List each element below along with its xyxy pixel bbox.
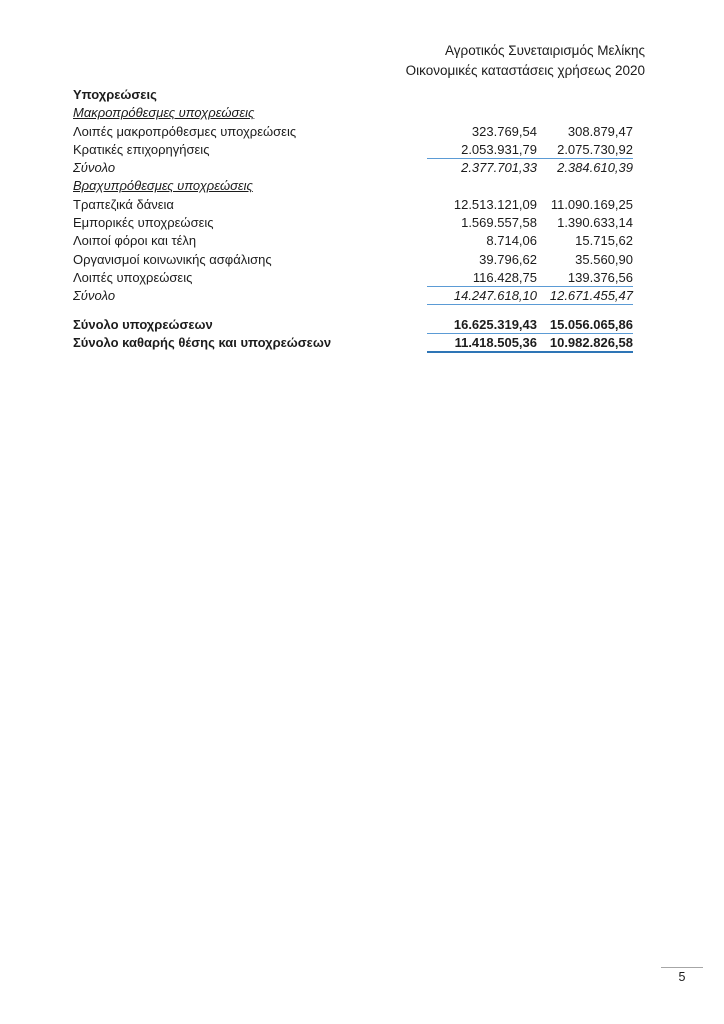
value-2019: 12.671.455,47 (549, 288, 633, 304)
value-2020: 2.377.701,33 (461, 160, 537, 176)
value-2020: 12.513.121,09 (453, 196, 537, 212)
value-2019: 139.376,56 (567, 269, 633, 285)
company-name: Αγροτικός Συνεταιρισμός Μελίκης (445, 43, 645, 58)
value-2020: 39.796,62 (479, 251, 537, 267)
page-footer (661, 967, 703, 984)
row-values (427, 270, 633, 287)
statement-title: Οικονομικές καταστάσεις χρήσεως 2020 (405, 62, 645, 78)
table-row-total-liabilities (73, 317, 633, 335)
value-2020: 11.418.505,36 (454, 334, 537, 350)
row-label: Οργανισμοί κοινωνικής ασφάλισης (73, 251, 272, 267)
table-row (73, 270, 633, 288)
value-2019: 10.982.826,58 (549, 334, 633, 350)
row-values (427, 335, 633, 353)
value-2019: 2.075.730,92 (557, 141, 633, 157)
row-label: Λοιπές υποχρεώσεις (73, 269, 193, 285)
value-2020: 116.428,75 (472, 269, 537, 285)
row-spacer (73, 307, 633, 317)
row-values (427, 288, 633, 305)
row-values (427, 252, 633, 268)
table-row (73, 233, 633, 251)
table-row-total-equity-liabilities (73, 335, 633, 353)
row-label: Υποχρεώσεις (73, 87, 157, 102)
table-row-shortterm-subtotal (73, 288, 633, 306)
row-label: Σύνολο υποχρεώσεων (73, 316, 213, 332)
document-header (406, 41, 645, 80)
page-number: 5 (678, 970, 686, 984)
table-row (73, 197, 633, 215)
liabilities-table (73, 87, 633, 353)
value-2020: 1.569.557,58 (461, 215, 537, 231)
table-row (73, 252, 633, 270)
row-label: Τραπεζικά δάνεια (73, 196, 174, 212)
value-2020: 2.053.931,79 (461, 141, 537, 157)
table-row-longterm-subtotal (73, 160, 633, 178)
value-2019: 308.879,47 (567, 123, 633, 139)
row-values (427, 233, 633, 249)
value-2019: 1.390.633,14 (557, 215, 633, 231)
row-label: Βραχυπρόθεσμες υποχρεώσεις (73, 178, 253, 194)
row-values (427, 317, 633, 334)
row-values (427, 197, 633, 213)
row-label: Σύνολο (73, 160, 116, 176)
table-row (73, 124, 633, 142)
row-label: Λοιποί φόροι και τέλη (73, 233, 197, 249)
table-row-longterm-section (73, 105, 633, 123)
table-row-shortterm-section (73, 178, 633, 196)
row-values (427, 124, 633, 140)
value-2019: 15.715,62 (575, 233, 633, 249)
row-values (427, 142, 633, 159)
row-label: Σύνολο καθαρής θέσης και υποχρεώσεων (73, 334, 332, 350)
row-label: Λοιπές μακροπρόθεσμες υποχρεώσεις (73, 123, 297, 139)
value-2019: 2.384.610,39 (557, 160, 633, 176)
value-2020: 14.247.618,10 (453, 288, 537, 304)
value-2019: 15.056.065,86 (549, 316, 633, 332)
row-label: Μακροπρόθεσμες υποχρεώσεις (73, 105, 255, 121)
value-2019: 11.090.169,25 (550, 196, 633, 212)
row-label: Σύνολο (73, 288, 116, 304)
row-label: Κρατικές επιχορηγήσεις (73, 141, 210, 157)
value-2020: 16.625.319,43 (453, 316, 537, 332)
table-row (73, 142, 633, 160)
table-row-liabilities-heading (73, 87, 633, 105)
row-label: Εμπορικές υποχρεώσεις (73, 215, 214, 231)
row-values (427, 160, 633, 176)
value-2019: 35.560,90 (575, 251, 633, 267)
value-2020: 8.714,06 (486, 233, 537, 249)
table-row (73, 215, 633, 233)
value-2020: 323.769,54 (471, 123, 537, 139)
row-values (427, 215, 633, 231)
